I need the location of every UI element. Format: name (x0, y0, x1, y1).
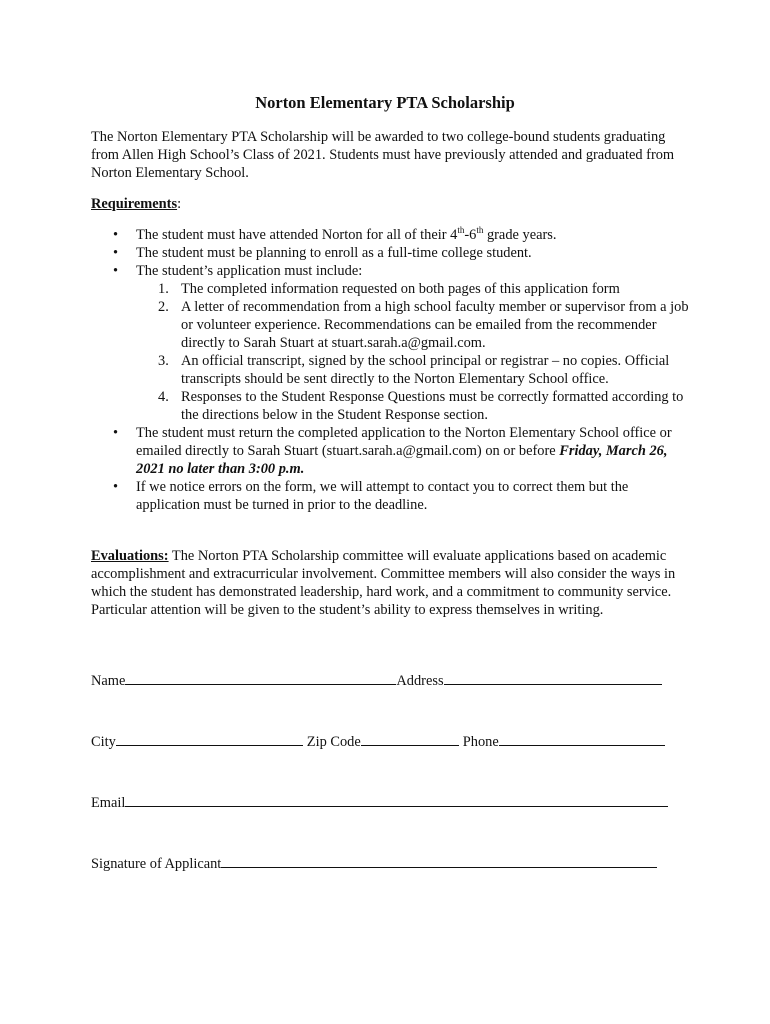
evaluations-paragraph: Evaluations: The Norton PTA Scholarship committee will evaluate applications based on academic accomplishment and extracurricular involvement. Committee members will also consider the ways in which the student has demonstrated leadership, hard work, and a commitment to community service. Particular attention will be given to the student’s ability to express themselves in writing. (91, 548, 676, 618)
phone-label: Phone (462, 734, 499, 750)
signature-row (91, 853, 657, 873)
city-field[interactable] (116, 731, 303, 746)
deadline-text: Friday, March 26, 2021 no later than 3:00 p.m. (136, 443, 668, 477)
email-label: Email (91, 795, 126, 811)
requirement-item: • The student must have attended Norton for all of their 4th-6th grade years. (91, 226, 691, 244)
requirement-item: • The student must return the completed application to the Norton Elementary School office or emailed directly to Sarah Stuart (stuart.sarah.a@gmail.com) on or before Friday, March 26, 2021 no later than 3:00 p.m. (91, 424, 691, 478)
email-field[interactable] (125, 792, 668, 807)
email-row (91, 792, 668, 812)
city-zip-phone-row (91, 731, 665, 751)
document-title: Norton Elementary PTA Scholarship (255, 93, 515, 112)
signature-field[interactable] (221, 853, 657, 868)
requirement-item (91, 262, 691, 424)
requirements-heading-label: Requirements (91, 196, 178, 212)
name-field[interactable] (125, 670, 396, 685)
city-label: City (91, 734, 116, 750)
phone-field[interactable] (499, 731, 665, 746)
requirements-heading-colon: : (177, 196, 182, 212)
requirement-item: • The student must be planning to enroll as a full-time college student. (91, 244, 691, 262)
address-field[interactable] (444, 670, 662, 685)
application-contents-list (136, 280, 691, 424)
zip-code-label: Zip Code (306, 734, 361, 750)
zip-code-field[interactable] (361, 731, 459, 746)
requirements-heading (91, 195, 181, 213)
evaluations-heading: Evaluations: (91, 548, 169, 564)
requirements-list (91, 226, 691, 514)
signature-label: Signature of Applicant (91, 856, 222, 872)
name-address-row (91, 670, 662, 690)
sub-list-item: 1. The completed information requested on both pages of this application form (158, 281, 620, 297)
intro-paragraph: The Norton Elementary PTA Scholarship will be awarded to two college-bound students graduating from Allen High School’s Class of 2021. Students must have previously attended and graduated from Norton Elementary School. (91, 129, 675, 181)
sub-list-item: 3. An official transcript, signed by the school principal or registrar – no copies. Official transcripts should be sent directly to the Norton Elementary School office. (158, 353, 670, 387)
address-label: Address (396, 673, 444, 689)
requirement-item-label: The student’s application must include: (136, 263, 363, 279)
sub-list-item: 4. Responses to the Student Response Questions must be correctly formatted according to the directions below in the Student Response section. (158, 389, 684, 423)
sub-list-item: 2. A letter of recommendation from a high school faculty member or supervisor from a job or volunteer experience. Recommendations can be emailed from the recommender directly to Sarah Stuart at stuart.sarah.a@gmail.com. (158, 299, 689, 351)
name-label: Name (91, 673, 126, 689)
requirement-item: • If we notice errors on the form, we will attempt to contact you to correct them but the application must be turned in prior to the deadline. (91, 478, 691, 514)
